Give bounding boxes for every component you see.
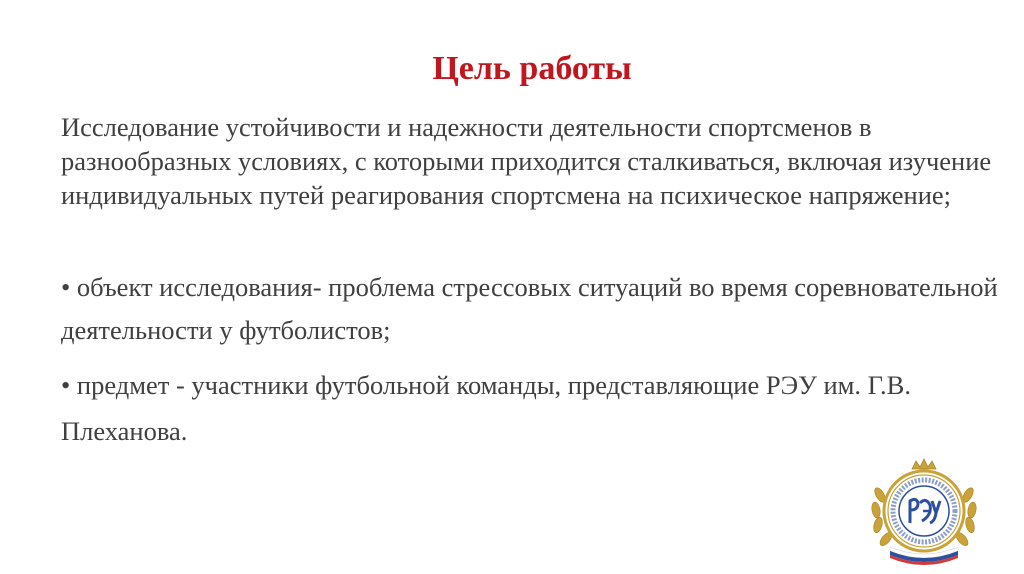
slide-title: Цель работы — [432, 50, 632, 87]
bullet-subject: • предмет - участники футбольной команды, представляющие РЭУ им. Г.В. Плеханова. — [61, 370, 911, 446]
intro-paragraph: Исследование устойчивости и надежности деятельности спортсменов в разнообразных условиях, с которыми приходится сталкиваться, включая изучение индивидуальных путей реагирования спортсмена на психическое напряжение; — [61, 112, 992, 210]
emblem-icon — [868, 455, 980, 567]
bullet-object: • объект исследования- проблема стрессовых ситуаций во время соревновательной деятельности у футболистов; — [61, 272, 998, 345]
university-emblem-logo — [868, 455, 980, 567]
